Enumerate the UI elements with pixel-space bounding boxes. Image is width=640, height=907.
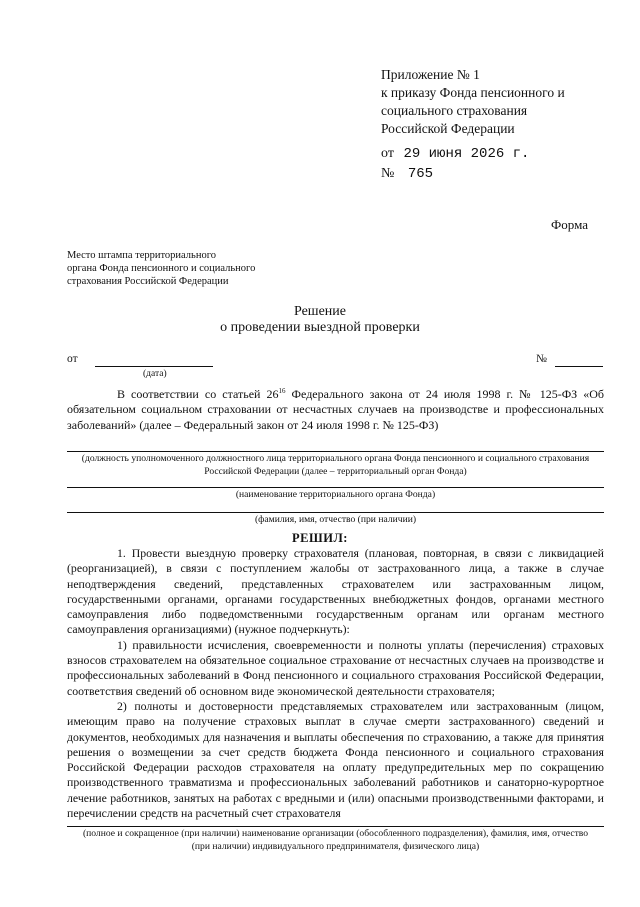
number-field-line[interactable] — [555, 366, 603, 367]
fio-caption: (фамилия, имя, отчество (при наличии) — [254, 514, 417, 525]
order-date — [381, 146, 529, 162]
document-subtitle: о проведении выездной проверки — [220, 320, 420, 335]
form-label: Форма — [551, 217, 588, 232]
intro-paragraph — [67, 384, 604, 433]
organization-caption — [67, 828, 604, 853]
territorial-field-line[interactable] — [67, 487, 604, 488]
order-date-value: 29 июня 2026 г. — [403, 146, 530, 162]
official-field-line[interactable] — [67, 451, 604, 452]
appendix-block — [381, 66, 565, 138]
fio-field-line[interactable] — [67, 512, 604, 513]
order-number-value: 765 — [407, 166, 434, 182]
intro-part-1: В соответствии со статьей 26 — [117, 387, 279, 401]
stamp-line-3: страхования Российской Федерации — [67, 276, 229, 287]
organization-field-line[interactable] — [67, 826, 604, 827]
date-caption: (дата) — [143, 369, 167, 379]
organization-caption-line-2: (при наличии) индивидуального предпринимателя, физического лица) — [191, 840, 480, 852]
appendix-line-2: к приказу Фонда пенсионного и — [381, 85, 565, 100]
order-number-prefix: № — [381, 166, 395, 181]
stamp-placeholder — [67, 249, 255, 288]
paragraph-2: 1) правильности исчисления, своевременности и полноты уплаты (перечисления) страховых взносов страхователем на обязательное социальное страхование от несчастных случаев на производстве и профессиональных заболеваний в Фонд пенсионного и социального страхования Российской Федерации, соответствия сведений об основном виде экономической деятельности страхователя; — [67, 637, 604, 698]
document-title: Решение — [293, 304, 346, 319]
order-number — [381, 166, 433, 182]
intro-sup: 16 — [278, 387, 286, 395]
paragraph-1: 1. Провести выездную проверку страхователя (плановая, повторная, в связи с ликвидацией (реорганизацией), в связи с поступлением жалобы от застрахованного лица, а также в случае неподтверждения сведений, представленных страхователем или застрахованным лицом, государственными органами, органами государственных внебюджетных фондов, органами местного самоуправления либо подведомственными государственным органам или органам местного самоуправления организациями) (нужное подчеркнуть): — [67, 546, 604, 637]
number-label: № — [536, 353, 547, 365]
resolved-heading: РЕШИЛ: — [292, 531, 348, 545]
from-label: от — [67, 353, 78, 365]
appendix-line-3: социального страхования — [381, 103, 528, 118]
stamp-line-1: Место штампа территориального — [67, 250, 216, 261]
appendix-line-4: Российской Федерации — [381, 121, 515, 136]
date-field-line[interactable] — [95, 366, 213, 367]
order-date-prefix: от — [381, 146, 394, 161]
decision-body — [67, 546, 604, 821]
stamp-line-2: органа Фонда пенсионного и социального — [67, 263, 256, 274]
paragraph-3: 2) полноты и достоверности представляемых страхователем или застрахованным (лицом, имеющим право на получение страховых выплат в случае смерти застрахованного) сведений и документов, необходимых для назначения и выплаты обеспечения по страхованию, а также для принятия решения о возмещении за счет средств бюджета Фонда пенсионного и социального страхования Российской Федерации расходов страхователя на оплату предупредительных мер по сокращению производственного травматизма и профессиональных заболеваний работников и санаторно-курортное лечение работников, занятых на работах с вредными и (или) опасными производственными факторами, и перечислении средств на расчетный счет страхователя — [67, 698, 604, 821]
appendix-line-1: Приложение № 1 — [381, 67, 480, 82]
organization-caption-line-1: (полное и сокращенное (при наличии) наименование организации (обособленного подразделения), фамилия, имя, отчество — [82, 828, 589, 839]
territorial-caption: (наименование территориального органа Фонда) — [235, 489, 436, 500]
official-caption: (должность уполномоченного должностного лица территориального органа Фонда пенсионного и социального страхования Российской Федерации (далее – территориальный орган Фонда) — [81, 453, 590, 477]
intro-part-2: Федерального закона от 24 июля 1998 г. № 125-ФЗ «Об обязательном социальном страховании от несчастных случаев на производстве и профессиональных заболеваний» (далее – Федеральный закон от 24 июля 1998 г. № 125-ФЗ) — [67, 387, 604, 432]
